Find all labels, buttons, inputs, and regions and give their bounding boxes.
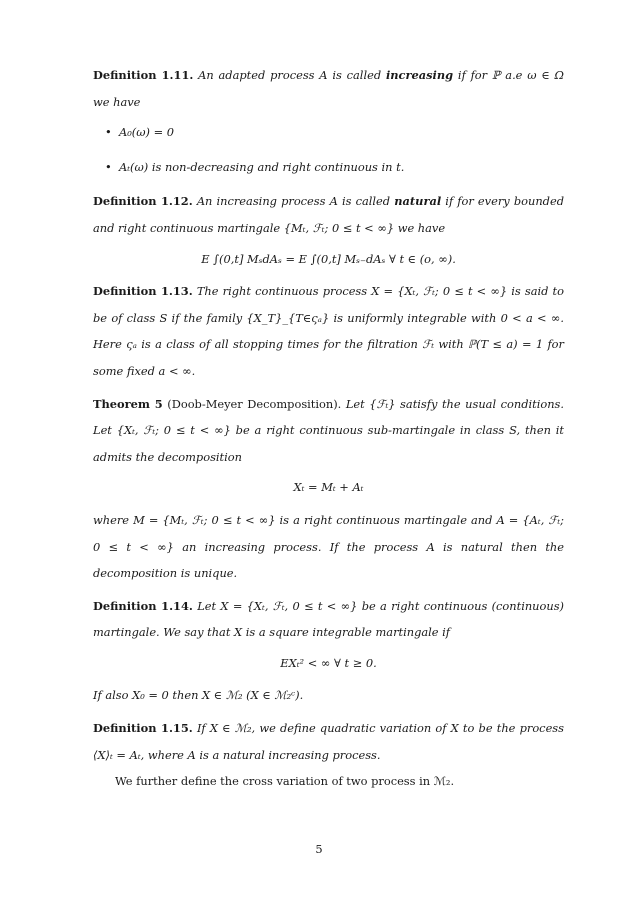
list-item <box>105 119 564 146</box>
definition-1-13 <box>93 278 564 384</box>
defined-term: natural <box>394 194 442 209</box>
theorem-text: where M = {Mₜ, ℱₜ; 0 ≤ t < ∞} is a right continuous martingale and A = {Aₜ, ℱₜ; 0 ≤ t < ∞} an increasing process. If the process A is natural then the decomposition is unique. <box>93 512 564 581</box>
definition-label: Definition 1.14. <box>93 598 193 613</box>
definition-text: The right continuous process X = {Xₜ, ℱₜ; 0 ≤ t < ∞} is said to be of class S if the family {X_T}_{T∈ςₐ} is uniformly integrable with 0 < a < ∞. Here ςₐ is a class of all stopping times for the filtration ℱₜ with ℙ(T ≤ a) = 1 for some fixed a < ∞. <box>93 284 564 378</box>
definition-text: if for ℙ a.e ω ∈ Ω we have <box>93 68 564 109</box>
definition-label: Definition 1.12. <box>93 194 193 209</box>
display-equation: Xₜ = Mₜ + Aₜ <box>293 480 364 495</box>
condition-list <box>93 119 564 180</box>
definition-label: Definition 1.15. <box>93 721 193 736</box>
definition-1-15 <box>93 715 564 768</box>
definition-1-11 <box>93 62 564 115</box>
definition-1-12 <box>93 188 564 241</box>
definition-text: If also X₀ = 0 then X ∈ ℳ₂ (X ∈ ℳ₂ᶜ). <box>93 688 304 703</box>
bullet-icon: • <box>105 125 112 140</box>
list-item-text: Aₜ(ω) is non-decreasing and right continuous in t. <box>119 159 405 174</box>
page-number: 5 <box>315 842 323 856</box>
theorem-label: Theorem 5 <box>93 396 163 411</box>
theorem-5 <box>93 391 564 471</box>
definition-1-14 <box>93 593 564 646</box>
theorem-text: Let {ℱₜ} satisfy the usual conditions. Let {Xₜ, ℱₜ; 0 ≤ t < ∞} be a right continuous sub-martingale in class S, then it admits the decomposition <box>93 396 565 464</box>
definition-text: An increasing process A is called <box>196 194 391 209</box>
closing-sentence: We further define the cross variation of two process in ℳ₂. <box>115 774 455 789</box>
bullet-icon: • <box>105 159 112 174</box>
theorem-title: (Doob-Meyer Decomposition). <box>167 396 342 411</box>
display-equation: EXₜ² < ∞ ∀ t ≥ 0. <box>280 655 377 670</box>
list-item <box>105 154 564 181</box>
display-equation: E ∫(0,t] MₛdAₛ = E ∫(0,t] Mₛ₋dAₛ ∀ t ∈ (o, ∞). <box>201 251 456 266</box>
definition-text: if for every bounded and right continuous martingale {Mₜ, ℱₜ; 0 ≤ t < ∞} we have <box>93 194 565 235</box>
definition-label: Definition 1.11. <box>93 68 194 82</box>
definition-label: Definition 1.13. <box>93 284 193 299</box>
definition-text: An adapted process A is called <box>198 68 382 82</box>
defined-term: increasing <box>385 68 454 82</box>
definition-text: Let X = {Xₜ, ℱₜ, 0 ≤ t < ∞} be a right continuous (continuous) martingale. We say that X is a square integrable martingale if <box>93 598 564 640</box>
list-item-text: A₀(ω) = 0 <box>119 125 175 140</box>
page-content <box>93 62 564 795</box>
definition-text: If X ∈ ℳ₂, we define quadratic variation of X to be the process ⟨X⟩ₜ = Aₜ, where A is a natural increasing process. <box>93 721 564 762</box>
